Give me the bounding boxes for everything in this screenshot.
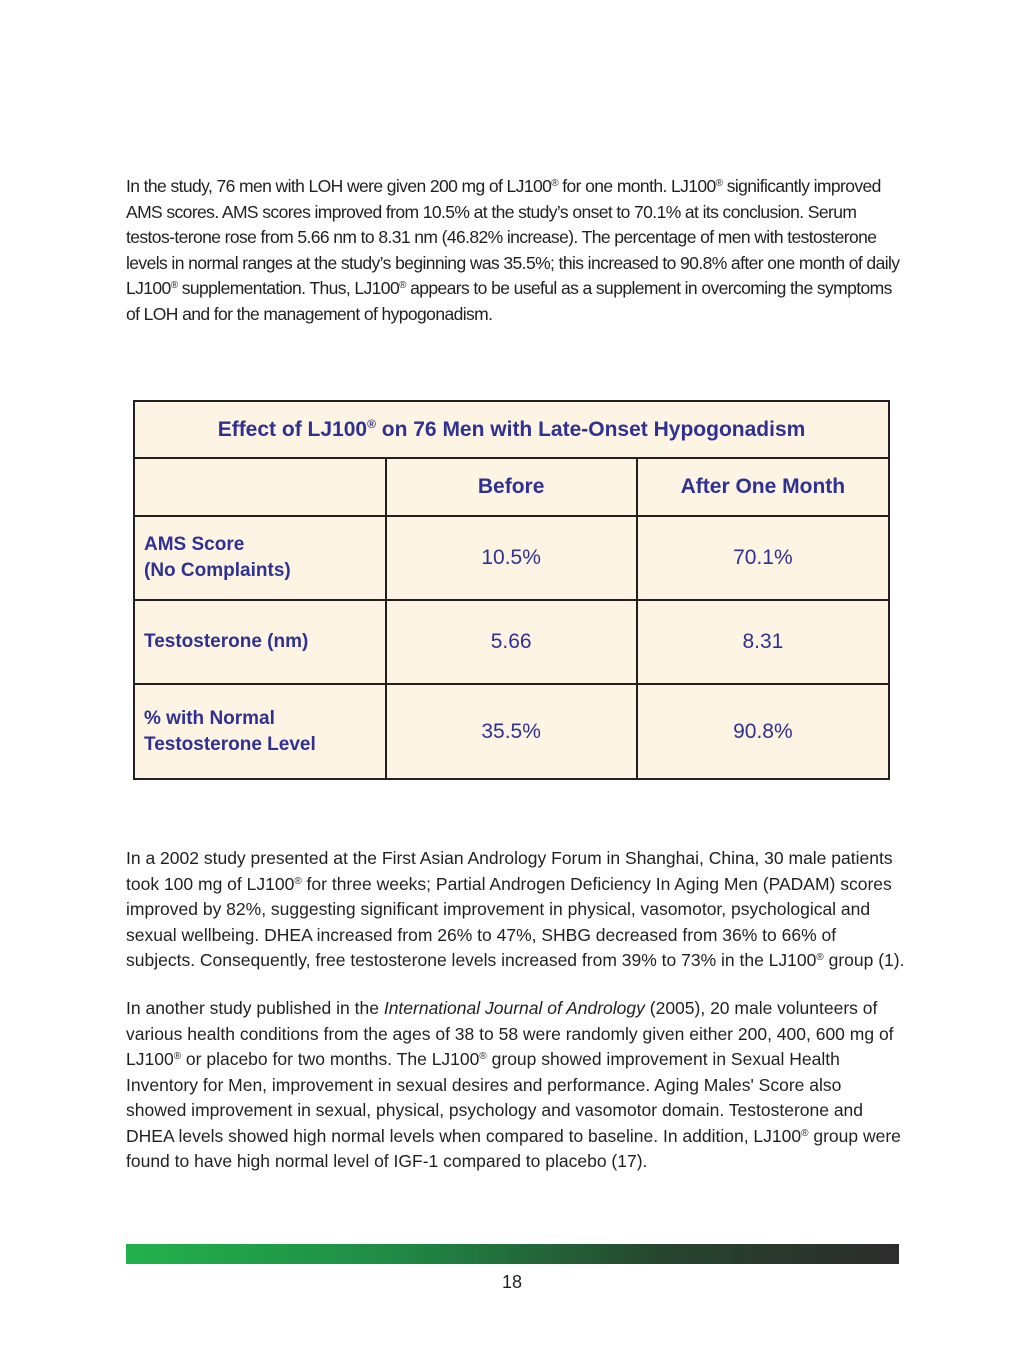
text-span: group (1).: [823, 950, 905, 970]
text-span: In a 2002 study presented at the First Asian Andrology Forum in Shanghai, China, 30 male patients took 100 mg of LJ100: [126, 848, 893, 894]
study-2005-paragraph: [126, 996, 906, 1175]
study-2002-paragraph: [126, 846, 906, 974]
registered-mark: ®: [173, 1051, 182, 1062]
registered-mark: ®: [801, 1127, 809, 1139]
registered-mark: ®: [367, 416, 376, 431]
table-row: [134, 684, 889, 779]
text-span: group were found to have high normal level of IGF-1 compared to placebo (17).: [126, 1125, 901, 1171]
page-number: 18: [501, 1272, 523, 1292]
text-span: for three weeks; Partial Androgen Deficiency In Aging Men (PADAM) scores improved by 82%, suggesting significant improvement in physical, vasomotor, psychological and sexual wellbeing. DHEA increased from 26% to 47%, SHBG decreased from 36% to 66% of subjects. Consequently, free testosterone levels increased from 39% to 73% in the LJ100: [126, 873, 892, 970]
text-span: or placebo for two months. The LJ100: [181, 1049, 480, 1069]
value-before: 5.66: [386, 600, 637, 684]
text-span: In another study published in the: [126, 998, 384, 1018]
results-table: [133, 400, 890, 780]
value-after: 90.8%: [637, 684, 889, 779]
value-after: 8.31: [637, 600, 889, 684]
intro-paragraph: [126, 174, 906, 327]
value-before: 10.5%: [386, 516, 637, 600]
registered-mark: ®: [170, 280, 178, 291]
table-title-text: on 76 Men with Late-Onset Hypogonadism: [375, 417, 806, 441]
row-label-line: (No Complaints): [144, 560, 291, 581]
registered-mark: ®: [479, 1051, 487, 1062]
row-label-line: Testosterone (nm): [144, 631, 309, 652]
registered-mark: ®: [816, 952, 824, 963]
text-span: In the study, 76 men with LOH were given 200 mg of LJ100: [126, 176, 552, 196]
journal-title: International Journal of Andrology: [383, 998, 645, 1018]
empty-header-cell: [134, 458, 386, 516]
registered-mark: ®: [551, 178, 559, 189]
registered-mark: ®: [294, 875, 302, 887]
table-title: [134, 401, 889, 458]
row-label-line: AMS Score: [144, 534, 245, 555]
row-label: [134, 684, 386, 779]
text-span: supplementation. Thus, LJ100: [177, 278, 400, 298]
registered-mark: ®: [715, 178, 723, 189]
text-span: for one month. LJ100: [558, 176, 716, 196]
row-label: [134, 600, 386, 684]
footer-gradient-bar: [126, 1244, 899, 1264]
column-header-after: After One Month: [637, 458, 889, 516]
row-label-line: % with Normal: [144, 707, 275, 729]
table-title-text: Effect of LJ100: [217, 417, 368, 441]
table-row: [134, 516, 889, 600]
text-span: appears to be useful as a supplement in overcoming the symptoms of LOH and for the management of hypogonadism.: [126, 278, 892, 324]
row-label: [134, 516, 386, 600]
column-header-before: Before: [386, 458, 637, 516]
row-label-line: Testosterone Level: [144, 733, 316, 755]
text-span: group showed improvement in Sexual Health Inventory for Men, improvement in sexual desires and performance. Aging Males' Score also showed improvement in sexual, physical, psychology and vasomotor domain. Testosterone and DHEA levels showed high normal levels when compared to baseline. In addition, LJ100: [126, 1049, 864, 1146]
registered-mark: ®: [399, 280, 406, 291]
table-row: [134, 600, 889, 684]
text-span: (2005), 20 male volunteers of various health conditions from the ages of 38 to 58 were randomly given either 200, 400, 600 mg of LJ100: [126, 998, 894, 1069]
value-before: 35.5%: [386, 684, 637, 779]
value-after: 70.1%: [637, 516, 889, 600]
text-span: significantly improved AMS scores. AMS scores improved from 10.5% at the study’s onset to 70.1% at its conclusion. Serum testos-terone rose from 5.66 nm to 8.31 nm (46.82% increase). The percentage of men with testosterone levels in normal ranges at the study’s beginning was 35.5%; this increased to 90.8% after one month of daily LJ100: [126, 176, 900, 298]
